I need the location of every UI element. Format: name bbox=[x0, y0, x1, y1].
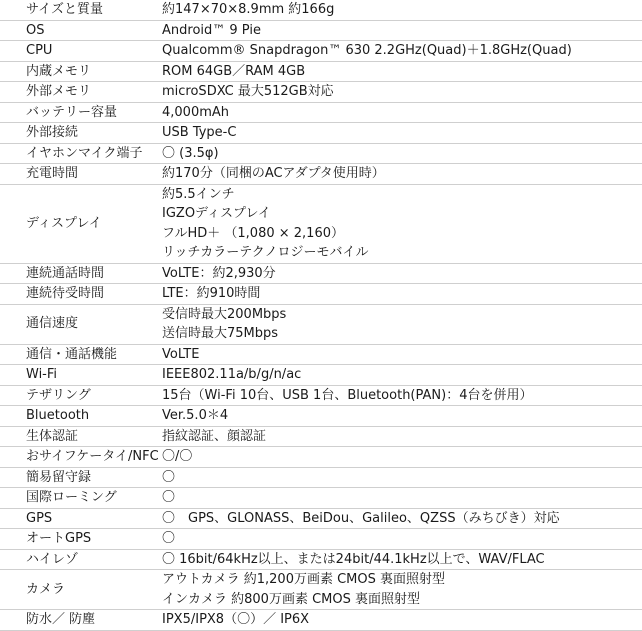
spec-values bbox=[162, 123, 642, 143]
spec-values bbox=[162, 82, 642, 102]
spec-label: 国際ローミング bbox=[26, 490, 117, 505]
spec-value: Qualcomm® Snapdragon™ 630 2.2GHz(Quad)＋1.8GHz(Quad) bbox=[162, 43, 572, 58]
spec-value: 15台（Wi-Fi 10台、USB 1台、Bluetooth(PAN)：4台を併用） bbox=[162, 387, 533, 403]
spec-label: ハイレゾ bbox=[26, 551, 79, 567]
spec-row bbox=[0, 62, 642, 83]
spec-value: アウトカメラ 約1,200万画素 CMOS 裏面照射型 bbox=[162, 572, 446, 587]
spec-value: ROM 64GB／RAM 4GB bbox=[162, 63, 306, 79]
spec-values bbox=[162, 610, 642, 630]
spec-label: Bluetooth bbox=[26, 408, 90, 423]
spec-label: テザリング bbox=[26, 387, 91, 403]
spec-label: オートGPS bbox=[26, 531, 92, 546]
spec-value: 送信時最大75Mbps bbox=[162, 326, 279, 341]
spec-value: 〇/〇 bbox=[162, 449, 193, 464]
spec-value: 受信時最大200Mbps bbox=[162, 306, 287, 322]
spec-values bbox=[162, 62, 642, 82]
spec-values bbox=[162, 509, 642, 529]
spec-row bbox=[0, 447, 642, 468]
spec-label: 簡易留守録 bbox=[26, 469, 92, 485]
spec-row bbox=[0, 610, 642, 631]
spec-values bbox=[162, 144, 642, 164]
spec-label: ディスプレイ bbox=[26, 215, 102, 231]
spec-values bbox=[162, 365, 642, 385]
spec-value: 〇 GPS、GLONASS、BeiDou、Galileo、QZSS（みちびき）対応 bbox=[162, 510, 560, 526]
spec-row bbox=[0, 550, 642, 571]
spec-row bbox=[0, 509, 642, 530]
spec-label: カメラ bbox=[26, 581, 66, 597]
spec-row bbox=[0, 21, 642, 42]
spec-label: CPU bbox=[26, 43, 53, 58]
spec-row bbox=[0, 123, 642, 144]
spec-row bbox=[0, 529, 642, 550]
spec-value: 〇 bbox=[162, 531, 176, 546]
spec-row bbox=[0, 345, 642, 366]
spec-row bbox=[0, 570, 642, 610]
spec-values bbox=[162, 185, 642, 263]
spec-values bbox=[162, 345, 642, 365]
spec-value: インカメラ 約800万画素 CMOS 裏面照射型 bbox=[162, 591, 420, 607]
spec-values bbox=[162, 164, 642, 184]
spec-values bbox=[162, 488, 642, 508]
spec-values bbox=[162, 386, 642, 406]
spec-value: 約147×70×8.9mm 約166g bbox=[162, 2, 335, 17]
spec-label: 外部接続 bbox=[26, 125, 79, 140]
spec-row bbox=[0, 488, 642, 509]
spec-row bbox=[0, 468, 642, 489]
spec-values bbox=[162, 447, 642, 467]
spec-row bbox=[0, 82, 642, 103]
spec-values bbox=[162, 305, 642, 344]
spec-row bbox=[0, 41, 642, 62]
spec-row bbox=[0, 185, 642, 264]
spec-label: 充電時間 bbox=[26, 166, 79, 181]
spec-values bbox=[162, 529, 642, 549]
spec-value: 〇 bbox=[162, 469, 176, 485]
spec-value: リッチカラーテクノロジーモバイル bbox=[162, 245, 369, 260]
spec-label: 連続待受時間 bbox=[26, 286, 105, 301]
spec-values bbox=[162, 21, 642, 41]
spec-row bbox=[0, 386, 642, 407]
spec-label: サイズと質量 bbox=[26, 2, 103, 17]
spec-values bbox=[162, 41, 642, 61]
spec-label: Wi-Fi bbox=[26, 367, 58, 382]
spec-values bbox=[162, 284, 642, 304]
spec-value: 〇 (3.5φ) bbox=[162, 145, 219, 161]
spec-value: Ver.5.0＊4 bbox=[162, 408, 229, 423]
spec-value: Android™ 9 Pie bbox=[162, 22, 261, 38]
spec-row bbox=[0, 284, 642, 305]
spec-row bbox=[0, 144, 642, 165]
spec-label: 連続通話時間 bbox=[26, 265, 105, 281]
spec-values bbox=[162, 406, 642, 426]
spec-label: おサイフケータイ/NFC bbox=[26, 449, 159, 464]
spec-label: 内蔵メモリ bbox=[26, 63, 92, 79]
spec-row bbox=[0, 365, 642, 386]
spec-label: 防水／ 防塵 bbox=[26, 612, 96, 627]
spec-label: イヤホンマイク端子 bbox=[26, 145, 143, 161]
spec-label: OS bbox=[26, 22, 45, 38]
spec-row bbox=[0, 264, 642, 285]
spec-label: 通信・通話機能 bbox=[26, 346, 118, 362]
spec-label: バッテリー容量 bbox=[26, 104, 118, 120]
spec-value: 4,000mAh bbox=[162, 104, 230, 120]
spec-value: LTE：約910時間 bbox=[162, 286, 261, 301]
spec-values bbox=[162, 570, 642, 609]
spec-row bbox=[0, 406, 642, 427]
spec-row bbox=[0, 0, 642, 21]
spec-value: 〇 bbox=[162, 490, 176, 505]
spec-value: microSDXC 最大512GB対応 bbox=[162, 84, 334, 99]
spec-value: 指紋認証、顔認証 bbox=[162, 428, 267, 444]
spec-value: IEEE802.11a/b/g/n/ac bbox=[162, 367, 302, 382]
spec-label: 通信速度 bbox=[26, 316, 79, 332]
spec-label: GPS bbox=[26, 510, 53, 526]
spec-value: VoLTE：約2,930分 bbox=[162, 265, 276, 281]
spec-values bbox=[162, 427, 642, 447]
spec-row bbox=[0, 103, 642, 124]
spec-value: 約5.5インチ bbox=[162, 186, 235, 202]
spec-value: IPX5/IPX8（〇）／ IP6X bbox=[162, 612, 310, 627]
spec-row bbox=[0, 427, 642, 448]
spec-values bbox=[162, 264, 642, 284]
spec-row bbox=[0, 305, 642, 345]
spec-value: IGZOディスプレイ bbox=[162, 206, 271, 221]
spec-values bbox=[162, 468, 642, 488]
spec-value: 〇 16bit/64kHz以上、または24bit/44.1kHz以上で、WAV/FLAC bbox=[162, 551, 545, 567]
spec-value: 約170分（同梱のACアダプタ使用時） bbox=[162, 166, 385, 181]
spec-value: VoLTE bbox=[162, 346, 200, 362]
spec-value: USB Type-C bbox=[162, 125, 237, 140]
spec-values bbox=[162, 103, 642, 123]
spec-row bbox=[0, 164, 642, 185]
spec-value: フルHD＋ （1,080 × 2,160） bbox=[162, 225, 344, 241]
spec-label: 生体認証 bbox=[26, 428, 79, 444]
spec-values bbox=[162, 550, 642, 570]
spec-label: 外部メモリ bbox=[26, 84, 92, 99]
spec-values bbox=[162, 0, 642, 20]
